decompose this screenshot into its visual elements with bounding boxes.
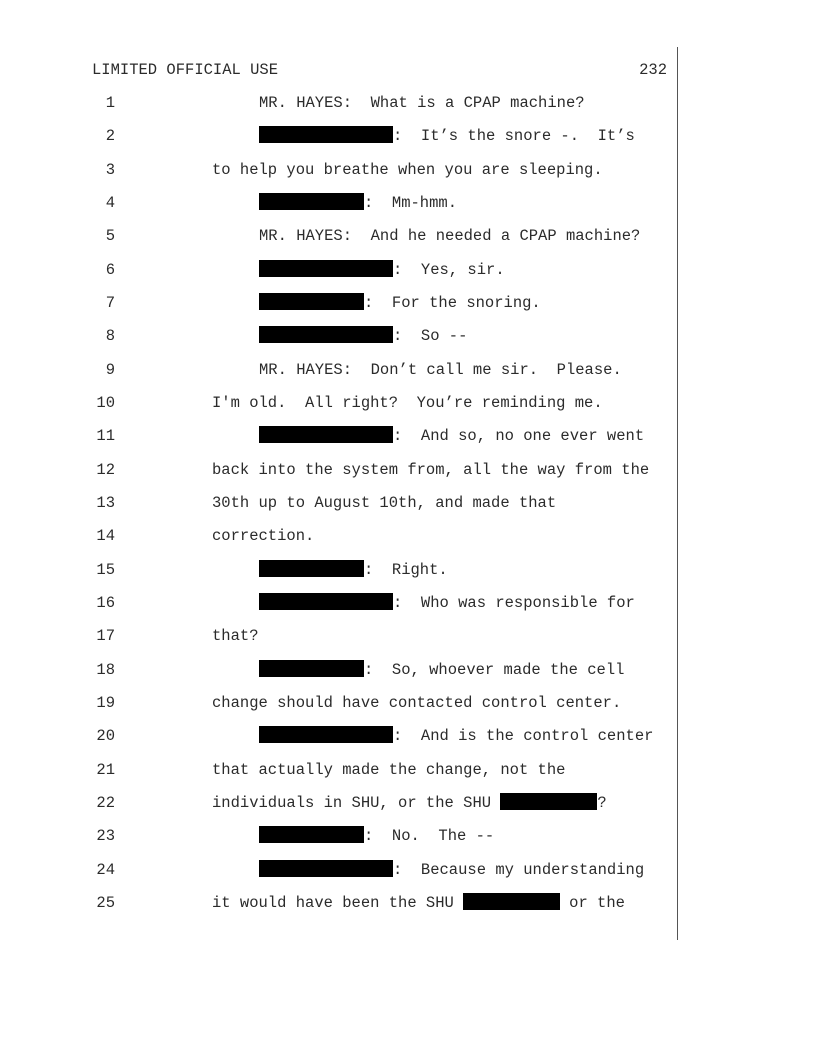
line-text: I'm old. All right? You’re reminding me. xyxy=(212,394,603,412)
line-text-wrapper xyxy=(259,259,505,281)
transcript-line xyxy=(0,192,816,214)
redaction-box xyxy=(259,660,364,677)
line-text-wrapper xyxy=(212,159,603,181)
transcript-line xyxy=(0,825,816,847)
line-text: : No. The -- xyxy=(364,827,495,845)
line-number: 10 xyxy=(96,394,115,412)
line-text-wrapper xyxy=(212,625,259,647)
transcript-line xyxy=(0,559,816,581)
line-text-tail: ? xyxy=(597,794,607,812)
redaction-box xyxy=(259,260,393,277)
transcript-line xyxy=(0,459,816,481)
line-text-wrapper xyxy=(259,292,541,314)
transcript-line xyxy=(0,325,816,347)
line-number: 2 xyxy=(105,127,115,145)
transcript-line xyxy=(0,592,816,614)
line-text-wrapper xyxy=(259,425,644,447)
transcript-line xyxy=(0,859,816,881)
line-text-wrapper xyxy=(259,325,467,347)
line-text: to help you breathe when you are sleeping. xyxy=(212,161,603,179)
line-text-wrapper xyxy=(259,125,635,147)
line-text-tail: or the xyxy=(569,894,625,912)
line-number: 9 xyxy=(105,361,115,379)
transcript-line xyxy=(0,392,816,414)
line-text-wrapper xyxy=(259,859,644,881)
transcript-line xyxy=(0,792,816,814)
transcript-line xyxy=(0,259,816,281)
line-number: 25 xyxy=(96,894,115,912)
line-number: 17 xyxy=(96,627,115,645)
transcript-line xyxy=(0,659,816,681)
line-text: correction. xyxy=(212,527,315,545)
line-text-wrapper xyxy=(212,459,649,481)
transcript-line xyxy=(0,759,816,781)
line-text-wrapper xyxy=(212,792,607,814)
line-text-wrapper xyxy=(259,359,622,381)
line-text: : And is the control center xyxy=(393,727,654,745)
line-text: MR. HAYES: What is a CPAP machine? xyxy=(259,94,585,112)
line-text: : Because my understanding xyxy=(393,861,645,879)
redaction-box xyxy=(259,593,393,610)
inline-redaction-box xyxy=(463,893,560,910)
spacer xyxy=(454,894,463,912)
line-number: 16 xyxy=(96,594,115,612)
line-text: MR. HAYES: Don’t call me sir. Please. xyxy=(259,361,622,379)
transcript-line xyxy=(0,292,816,314)
spacer xyxy=(491,794,500,812)
line-text: : And so, no one ever went xyxy=(393,427,645,445)
line-number: 5 xyxy=(105,227,115,245)
line-text: back into the system from, all the way from the xyxy=(212,461,650,479)
line-text-wrapper xyxy=(259,725,653,747)
line-text-wrapper xyxy=(259,192,457,214)
redaction-box xyxy=(259,126,393,143)
line-text: : Right. xyxy=(364,561,448,579)
line-number: 12 xyxy=(96,461,115,479)
line-text: it would have been the SHU xyxy=(212,894,454,912)
page-number: 232 xyxy=(639,61,667,79)
line-number: 19 xyxy=(96,694,115,712)
transcript-line xyxy=(0,425,816,447)
line-text: 30th up to August 10th, and made that xyxy=(212,494,557,512)
line-text: : Mm-hmm. xyxy=(364,194,458,212)
line-text: : Yes, sir. xyxy=(393,261,505,279)
line-number: 8 xyxy=(105,327,115,345)
line-number: 3 xyxy=(105,161,115,179)
line-text-wrapper xyxy=(212,892,625,914)
line-text-wrapper xyxy=(212,525,314,547)
line-number: 13 xyxy=(96,494,115,512)
redaction-box xyxy=(259,426,393,443)
line-text: : Who was responsible for xyxy=(393,594,635,612)
transcript-line xyxy=(0,692,816,714)
line-text-wrapper xyxy=(212,759,565,781)
transcript-line xyxy=(0,492,816,514)
line-number: 18 xyxy=(96,661,115,679)
line-text-wrapper xyxy=(212,492,556,514)
redaction-box xyxy=(259,860,393,877)
line-number: 24 xyxy=(96,861,115,879)
transcript-line xyxy=(0,159,816,181)
line-number: 20 xyxy=(96,727,115,745)
inline-redaction-box xyxy=(500,793,597,810)
redaction-box xyxy=(259,826,364,843)
transcript-line xyxy=(0,525,816,547)
line-number: 1 xyxy=(105,94,115,112)
line-text-wrapper xyxy=(259,825,494,847)
line-number: 7 xyxy=(105,294,115,312)
line-text-wrapper xyxy=(259,92,585,114)
redaction-box xyxy=(259,293,364,310)
line-text-wrapper xyxy=(259,659,624,681)
transcript-line xyxy=(0,359,816,381)
redaction-box xyxy=(259,326,393,343)
redaction-box xyxy=(259,726,393,743)
line-number: 6 xyxy=(105,261,115,279)
line-text: : For the snoring. xyxy=(364,294,541,312)
redaction-box xyxy=(259,560,364,577)
line-text-wrapper xyxy=(259,559,448,581)
transcript-line xyxy=(0,225,816,247)
redaction-box xyxy=(259,193,364,210)
line-text: MR. HAYES: And he needed a CPAP machine? xyxy=(259,227,641,245)
line-text: : So -- xyxy=(393,327,468,345)
line-number: 4 xyxy=(105,194,115,212)
line-number: 22 xyxy=(96,794,115,812)
line-text: change should have contacted control center. xyxy=(212,694,622,712)
line-number: 14 xyxy=(96,527,115,545)
line-text: : So, whoever made the cell xyxy=(364,661,625,679)
line-number: 23 xyxy=(96,827,115,845)
transcript-line xyxy=(0,725,816,747)
line-text: that? xyxy=(212,627,259,645)
line-text: that actually made the change, not the xyxy=(212,761,566,779)
line-text-wrapper xyxy=(212,392,603,414)
line-number: 11 xyxy=(96,427,115,445)
line-text-wrapper xyxy=(259,225,640,247)
line-number: 21 xyxy=(96,761,115,779)
transcript-line xyxy=(0,125,816,147)
transcript-line xyxy=(0,892,816,914)
line-text-wrapper xyxy=(212,692,621,714)
transcript-line xyxy=(0,92,816,114)
line-text-wrapper xyxy=(259,592,635,614)
line-number: 15 xyxy=(96,561,115,579)
line-text: individuals in SHU, or the SHU xyxy=(212,794,492,812)
transcript-line xyxy=(0,625,816,647)
line-text: : It’s the snore -. It’s xyxy=(393,127,635,145)
classification-header: LIMITED OFFICIAL USE xyxy=(92,61,279,79)
